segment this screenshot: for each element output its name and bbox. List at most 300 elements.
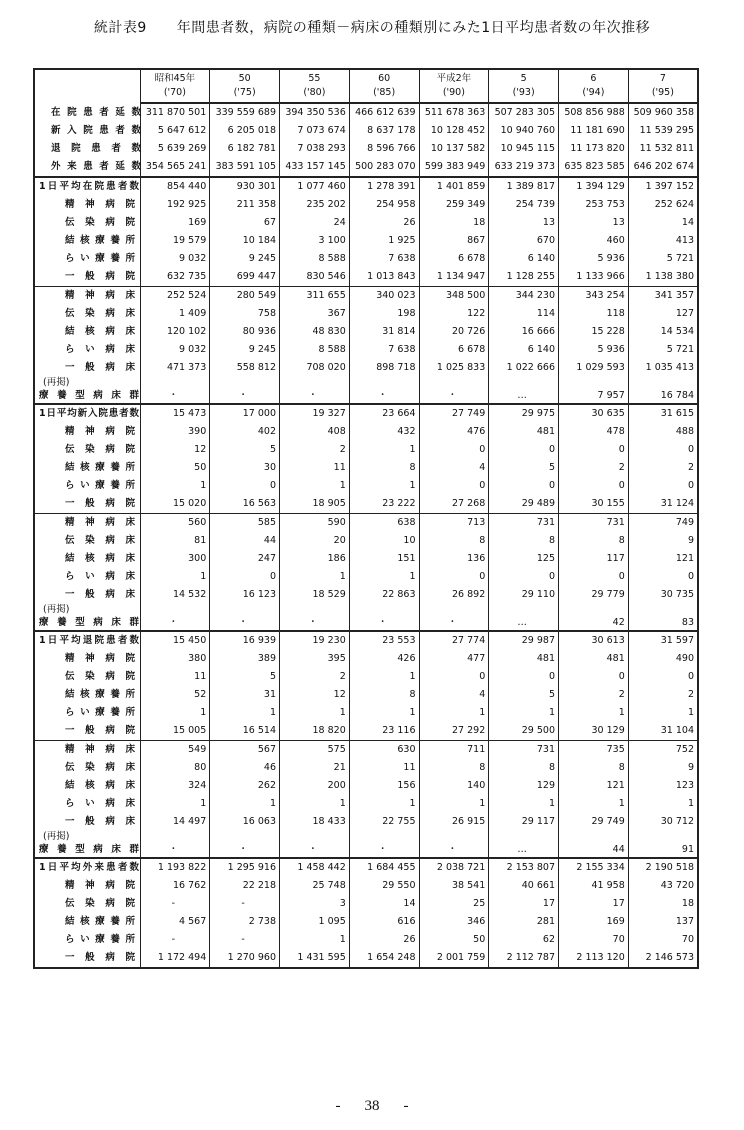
cell-value: 80 936 [210, 323, 280, 341]
cell-value: 394 350 536 [280, 103, 350, 122]
row-label-text: ら い 病 床 [65, 344, 135, 355]
row-label [34, 668, 140, 686]
row-label-text: 一 般 病 床 [65, 816, 135, 827]
cell-value: 575 [280, 741, 350, 760]
cell-value: 118 [559, 305, 629, 323]
col-western-year: ('85) [349, 86, 419, 103]
bed-type-row [34, 568, 698, 586]
row-label-text: 1 日 平 均 新 入 院 患 者 数 [39, 408, 139, 419]
cell-value: 511 678 363 [419, 103, 489, 122]
cell-value: 280 549 [210, 287, 280, 306]
hospital-type-row [34, 913, 698, 931]
statistics-table [33, 68, 699, 969]
note-label: (再掲) [43, 831, 70, 842]
cell-value: 8 588 [280, 250, 350, 268]
cell-value: 1 [210, 795, 280, 813]
hospital-type-row [34, 232, 698, 250]
cell-value: 1 397 152 [628, 177, 698, 196]
cell-value: ・ [140, 389, 210, 404]
row-label [34, 843, 140, 858]
cell-value: 0 [210, 477, 280, 495]
cell-value: 5 936 [559, 341, 629, 359]
cell-value: 0 [559, 568, 629, 586]
cell-value: 0 [419, 568, 489, 586]
cell-value: 1 [140, 568, 210, 586]
cell-value: 9 032 [140, 341, 210, 359]
cell-value: 324 [140, 777, 210, 795]
row-label-text: 結 核 療 養 所 [65, 916, 135, 927]
header-corner [34, 69, 140, 103]
row-label-text: ら い 療 養 所 [65, 934, 135, 945]
cell-value: 252 524 [140, 287, 210, 306]
cell-value: 52 [140, 686, 210, 704]
note-label: (再掲) [43, 377, 70, 388]
cell-value: 380 [140, 650, 210, 668]
row-label [34, 586, 140, 604]
cell-value: 7 038 293 [280, 140, 350, 158]
cell-value: ・ [419, 843, 489, 858]
cell-value: 67 [210, 214, 280, 232]
row-label [34, 616, 140, 631]
cell-value: 509 960 358 [628, 103, 698, 122]
cell-value: 91 [628, 843, 698, 858]
cell-value: … [489, 616, 559, 631]
row-label [34, 722, 140, 741]
row-label-text: 一 般 病 院 [65, 271, 135, 282]
cell-value: 2 [559, 686, 629, 704]
row-label-text: ら い 病 床 [65, 798, 135, 809]
cell-value: 5 721 [628, 250, 698, 268]
bed-type-row [34, 532, 698, 550]
cell-value: 708 020 [280, 359, 350, 377]
cell-value: 25 748 [280, 877, 350, 895]
cell-value: 1 193 822 [140, 858, 210, 877]
row-label-text: 精 神 病 床 [65, 290, 135, 301]
hospital-type-row [34, 949, 698, 968]
cell-value: 0 [559, 668, 629, 686]
cell-value: 1 [489, 795, 559, 813]
cell-value: 4 [419, 686, 489, 704]
cell-value: 5 [210, 668, 280, 686]
cell-value: 15 473 [140, 404, 210, 423]
cell-value: 2 [280, 668, 350, 686]
cell-value: 1 458 442 [280, 858, 350, 877]
cell-value: 10 137 582 [419, 140, 489, 158]
cell-value: 7 073 674 [280, 122, 350, 140]
row-label-text: ら い 療 養 所 [65, 253, 135, 264]
cell-value [280, 604, 350, 616]
cell-value: 749 [628, 514, 698, 533]
cell-value: 16 784 [628, 389, 698, 404]
cell-value: - [210, 931, 280, 949]
row-label-text: 伝 染 病 院 [65, 671, 135, 682]
cell-value: 22 863 [349, 586, 419, 604]
cell-value: 585 [210, 514, 280, 533]
cell-value: 151 [349, 550, 419, 568]
cell-value: 8 [349, 686, 419, 704]
row-label [34, 858, 140, 877]
cell-value: 31 814 [349, 323, 419, 341]
cell-value: 6 205 018 [210, 122, 280, 140]
cell-value: 635 823 585 [559, 158, 629, 177]
cell-value: 560 [140, 514, 210, 533]
cell-value: 24 [280, 214, 350, 232]
cell-value: 432 [349, 423, 419, 441]
cell-value: 471 373 [140, 359, 210, 377]
row-label [34, 813, 140, 831]
cell-value: 11 [280, 459, 350, 477]
cell-value: 83 [628, 616, 698, 631]
cell-value: 50 [419, 931, 489, 949]
hospital-type-row [34, 895, 698, 913]
cell-value: 14 [349, 895, 419, 913]
page-number-value: 38 [364, 1098, 380, 1114]
row-label-text: 一 般 病 院 [65, 952, 135, 963]
bed-type-row [34, 287, 698, 306]
table-body [34, 103, 698, 968]
cell-value: 0 [489, 477, 559, 495]
cell-value: 11 532 811 [628, 140, 698, 158]
cell-value: 1 035 413 [628, 359, 698, 377]
cell-value: 136 [419, 550, 489, 568]
cell-value: 16 123 [210, 586, 280, 604]
cell-value: 6 140 [489, 341, 559, 359]
hospital-type-row [34, 477, 698, 495]
cell-value: 29 550 [349, 877, 419, 895]
cell-value: 23 116 [349, 722, 419, 741]
row-label-text: 伝 染 病 院 [65, 898, 135, 909]
ryoyo-row [34, 843, 698, 858]
cell-value: 1 [140, 795, 210, 813]
cell-value: 0 [419, 477, 489, 495]
section-total-row [34, 858, 698, 877]
cell-value: 2 738 [210, 913, 280, 931]
cell-value: ・ [280, 843, 350, 858]
cell-value: 731 [489, 514, 559, 533]
cell-value: 200 [280, 777, 350, 795]
cell-value: 1 134 947 [419, 268, 489, 287]
bed-type-row [34, 586, 698, 604]
bed-type-row [34, 741, 698, 760]
cell-value: 20 726 [419, 323, 489, 341]
bed-type-row [34, 759, 698, 777]
cell-value [140, 831, 210, 843]
cell-value: 16 666 [489, 323, 559, 341]
cell-value: ・ [419, 616, 489, 631]
cell-value [628, 831, 698, 843]
cell-value: 1 [280, 477, 350, 495]
cell-value: 44 [210, 532, 280, 550]
cell-value: 390 [140, 423, 210, 441]
cell-value: 40 661 [489, 877, 559, 895]
cell-value: 1 409 [140, 305, 210, 323]
ryoyo-row [34, 389, 698, 404]
cell-value: 898 718 [349, 359, 419, 377]
row-label [34, 404, 140, 423]
cell-value: 30 635 [559, 404, 629, 423]
cell-value: 235 202 [280, 196, 350, 214]
cell-value: 43 720 [628, 877, 698, 895]
hospital-type-row [34, 686, 698, 704]
col-year: 55 [280, 69, 350, 86]
hospital-type-row [34, 250, 698, 268]
cell-value [210, 831, 280, 843]
cell-value [349, 604, 419, 616]
cell-value: ・ [280, 389, 350, 404]
cell-value: 30 155 [559, 495, 629, 514]
cell-value: 18 820 [280, 722, 350, 741]
row-label-text: 療 養 型 病 床 群 [39, 390, 139, 401]
cell-value: 29 500 [489, 722, 559, 741]
row-label-text: 伝 染 病 床 [65, 535, 135, 546]
col-year: 6 [559, 69, 629, 86]
cell-value: 31 [210, 686, 280, 704]
note-row [34, 831, 698, 843]
cell-value: 11 [349, 759, 419, 777]
cell-value: 490 [628, 650, 698, 668]
cell-value: 10 945 115 [489, 140, 559, 158]
cell-value: 4 567 [140, 913, 210, 931]
cell-value: 713 [419, 514, 489, 533]
cell-value [628, 377, 698, 389]
cell-value: 192 925 [140, 196, 210, 214]
hospital-type-row [34, 459, 698, 477]
cell-value: ・ [210, 616, 280, 631]
cell-value: 18 [419, 214, 489, 232]
cell-value: ・ [280, 616, 350, 631]
cell-value: 169 [140, 214, 210, 232]
row-label-text: 外 来 患 者 延 数 [51, 161, 141, 172]
cell-value: 383 591 105 [210, 158, 280, 177]
cell-value: 41 958 [559, 877, 629, 895]
row-label [34, 777, 140, 795]
table-number: 統計表9 [93, 20, 147, 36]
cell-value: 12 [140, 441, 210, 459]
row-label [34, 931, 140, 949]
cell-value: 633 219 373 [489, 158, 559, 177]
cell-value: 8 [349, 459, 419, 477]
row-label [34, 895, 140, 913]
cell-value: 42 [559, 616, 629, 631]
hospital-type-row [34, 668, 698, 686]
cell-value: 0 [628, 668, 698, 686]
cell-value: 8 588 [280, 341, 350, 359]
cell-value: 70 [559, 931, 629, 949]
cell-value: 1 [628, 795, 698, 813]
row-label [34, 287, 140, 306]
row-label-text: ら い 病 床 [65, 571, 135, 582]
cell-value: 1 013 843 [349, 268, 419, 287]
cell-value: 1 138 380 [628, 268, 698, 287]
cell-value: 26 [349, 931, 419, 949]
cell-value: 488 [628, 423, 698, 441]
cell-value: 7 957 [559, 389, 629, 404]
row-label-text: 退 院 患 者 数 [51, 143, 141, 154]
bed-type-row [34, 550, 698, 568]
cell-value: 14 534 [628, 323, 698, 341]
cell-value: 16 939 [210, 631, 280, 650]
cell-value: 9 245 [210, 341, 280, 359]
cell-value: 1 095 [280, 913, 350, 931]
hospital-type-row [34, 495, 698, 514]
cell-value: 11 [140, 668, 210, 686]
row-label [34, 122, 140, 140]
cell-value: 129 [489, 777, 559, 795]
cell-value: 3 100 [280, 232, 350, 250]
cell-value: 6 678 [419, 341, 489, 359]
row-label [34, 568, 140, 586]
cell-value [489, 377, 559, 389]
cell-value: 311 870 501 [140, 103, 210, 122]
cell-value [349, 831, 419, 843]
cell-value: 632 735 [140, 268, 210, 287]
cell-value: 25 [419, 895, 489, 913]
cell-value: 590 [280, 514, 350, 533]
cell-value: 29 117 [489, 813, 559, 831]
cell-value: 8 [489, 532, 559, 550]
cell-value: 62 [489, 931, 559, 949]
cell-value: 23 553 [349, 631, 419, 650]
cell-value: 1 [628, 704, 698, 722]
row-label-text: 伝 染 病 院 [65, 217, 135, 228]
cell-value: 31 597 [628, 631, 698, 650]
cell-value: 2 153 807 [489, 858, 559, 877]
row-label [34, 177, 140, 196]
cell-value: 1 [559, 795, 629, 813]
cell-value: 29 975 [489, 404, 559, 423]
cell-value: 9 245 [210, 250, 280, 268]
cell-value: 300 [140, 550, 210, 568]
col-year: 60 [349, 69, 419, 86]
bed-type-row [34, 323, 698, 341]
cell-value: 21 [280, 759, 350, 777]
cell-value: ・ [140, 843, 210, 858]
col-year: 50 [210, 69, 280, 86]
page-number [0, 1098, 744, 1115]
cell-value: 186 [280, 550, 350, 568]
cell-value: ・ [419, 389, 489, 404]
cell-value: 731 [489, 741, 559, 760]
cell-value: 80 [140, 759, 210, 777]
row-label-text: 1 日 平 均 退 院 患 者 数 [39, 635, 139, 646]
row-label-text: ら い 療 養 所 [65, 480, 135, 491]
row-label [34, 877, 140, 895]
col-western-year: ('90) [419, 86, 489, 103]
cell-value: 1 [349, 568, 419, 586]
cell-value: 1 022 666 [489, 359, 559, 377]
bed-type-row [34, 795, 698, 813]
cell-value: 752 [628, 741, 698, 760]
cell-value: 758 [210, 305, 280, 323]
row-label-text: 精 神 病 院 [65, 426, 135, 437]
cell-value: 1 [280, 568, 350, 586]
cell-value: 169 [559, 913, 629, 931]
cell-value: 1 [419, 704, 489, 722]
cell-value: 341 357 [628, 287, 698, 306]
cell-value: 156 [349, 777, 419, 795]
cell-value: 2 [559, 459, 629, 477]
cell-value: 9 032 [140, 250, 210, 268]
cell-value: 1 [140, 704, 210, 722]
bed-type-row [34, 341, 698, 359]
section-total-row [34, 404, 698, 423]
col-western-year: ('95) [628, 86, 698, 103]
cell-value: 5 639 269 [140, 140, 210, 158]
annual-row [34, 140, 698, 158]
row-label [34, 514, 140, 533]
cell-value: 367 [280, 305, 350, 323]
col-western-year: ('94) [559, 86, 629, 103]
cell-value [489, 604, 559, 616]
cell-value: 0 [559, 477, 629, 495]
cell-value: 8 [419, 759, 489, 777]
cell-value: 10 128 452 [419, 122, 489, 140]
cell-value: 343 254 [559, 287, 629, 306]
cell-value: 9 [628, 759, 698, 777]
cell-value [210, 604, 280, 616]
cell-value: 81 [140, 532, 210, 550]
cell-value: 395 [280, 650, 350, 668]
cell-value: 549 [140, 741, 210, 760]
cell-value: 1 025 833 [419, 359, 489, 377]
bed-type-row [34, 777, 698, 795]
cell-value: 1 295 916 [210, 858, 280, 877]
cell-value: 2 [628, 459, 698, 477]
cell-value: 0 [419, 668, 489, 686]
col-western-year: ('93) [489, 86, 559, 103]
cell-value: 599 383 949 [419, 158, 489, 177]
cell-value [419, 604, 489, 616]
cell-value: 14 532 [140, 586, 210, 604]
cell-value: 1 [140, 477, 210, 495]
cell-value: 0 [628, 441, 698, 459]
cell-value: 9 [628, 532, 698, 550]
cell-value: 26 915 [419, 813, 489, 831]
cell-value: 481 [489, 423, 559, 441]
cell-value: 854 440 [140, 177, 210, 196]
row-label-text: 結 核 療 養 所 [65, 235, 135, 246]
cell-value: 30 735 [628, 586, 698, 604]
cell-value [559, 831, 629, 843]
row-label [34, 232, 140, 250]
cell-value: 70 [628, 931, 698, 949]
row-label-text: 療 養 型 病 床 群 [39, 617, 139, 628]
row-label-text: 一 般 病 院 [65, 725, 135, 736]
row-label [34, 323, 140, 341]
cell-value: 17 [489, 895, 559, 913]
cell-value: 10 940 760 [489, 122, 559, 140]
cell-value [559, 377, 629, 389]
cell-value: 5 [489, 459, 559, 477]
cell-value: 1 133 966 [559, 268, 629, 287]
cell-value: 354 565 241 [140, 158, 210, 177]
cell-value: 211 358 [210, 196, 280, 214]
annual-row [34, 122, 698, 140]
cell-value: 18 529 [280, 586, 350, 604]
cell-value: 50 [140, 459, 210, 477]
cell-value: 0 [489, 441, 559, 459]
cell-value [210, 377, 280, 389]
cell-value: 121 [559, 777, 629, 795]
cell-value: 2 [628, 686, 698, 704]
cell-value: 13 [559, 214, 629, 232]
cell-value: 1 [349, 477, 419, 495]
cell-value: 19 579 [140, 232, 210, 250]
cell-value: 930 301 [210, 177, 280, 196]
cell-value: 18 433 [280, 813, 350, 831]
row-label [34, 341, 140, 359]
cell-value: 262 [210, 777, 280, 795]
